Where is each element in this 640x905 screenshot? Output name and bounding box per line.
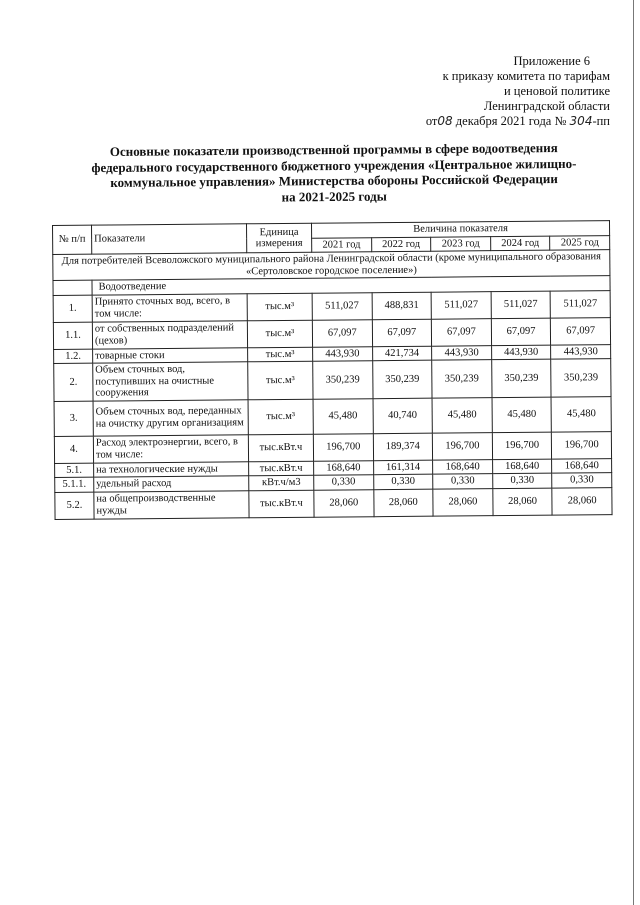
row-indicator: удельный расход: [94, 476, 249, 492]
row-unit: тыс.м³: [247, 293, 312, 321]
annex-order-prefix: от: [425, 114, 438, 128]
header-value-group: Величина показателя: [311, 221, 609, 238]
table-row: [54, 396, 611, 436]
row-value: 0,330: [433, 474, 493, 489]
header-year: 2022 год: [371, 237, 431, 252]
row-value: 168,640: [492, 459, 552, 474]
row-value: 0,330: [552, 473, 612, 488]
row-value: 67,097: [551, 317, 611, 345]
row-unit: тыс.кВт.ч: [249, 490, 314, 518]
row-unit: тыс.м³: [248, 399, 313, 435]
row-value: 28,060: [373, 489, 433, 517]
header-num: № п/п: [53, 225, 92, 254]
indicators-table: [52, 220, 613, 519]
row-value: 67,097: [491, 318, 551, 346]
row-value: 350,239: [491, 359, 551, 397]
row-value: 443,930: [491, 345, 551, 360]
row-value: 196,700: [492, 432, 552, 460]
table-row: [54, 359, 611, 401]
annex-order-middle: декабря 2021 года №: [455, 114, 567, 128]
row-value: 443,930: [551, 344, 611, 359]
title-line-3: коммунальное управления» Министерства обороны Российской Федерации: [110, 171, 558, 190]
row-number: 3.: [54, 401, 93, 436]
row-value: 168,640: [433, 459, 493, 474]
row-value: 45,480: [492, 397, 552, 433]
row-number: 2.: [54, 363, 93, 401]
row-unit: кВт.ч/м3: [249, 475, 314, 490]
row-value: 67,097: [432, 318, 492, 346]
consumer-group-label: Для потребителей Всеволожского муниципального района Ленинградской области (кроме муниципального образования «Сертоловское городское поселение»): [53, 250, 610, 281]
title-line-1: Основные показатели производственной программы в сфере водоотведения: [109, 140, 558, 159]
annex-title: Приложение 6: [513, 54, 590, 68]
row-value: 28,060: [433, 488, 493, 516]
row-value: 67,097: [312, 319, 372, 347]
annex-order-number: 304: [569, 114, 593, 128]
row-unit: тыс.м³: [248, 361, 313, 399]
header-year: 2023 год: [431, 236, 491, 251]
row-value: 196,700: [552, 431, 612, 459]
row-number: 5.2.: [55, 492, 94, 519]
row-value: 189,374: [373, 433, 433, 461]
row-unit: тыс.м³: [248, 347, 313, 362]
row-value: 511,027: [312, 292, 372, 320]
row-value: 196,700: [433, 432, 493, 460]
row-indicator: Принято сточных вод, всего, в том числе:: [92, 293, 247, 321]
header-year: 2021 год: [312, 237, 372, 252]
row-value: 350,239: [551, 359, 611, 397]
annex-line-3: и ценовой политике: [503, 84, 610, 98]
header-year: 2024 год: [490, 236, 550, 251]
row-unit: тыс.кВт.ч: [249, 461, 314, 476]
indicators-table-wrap: [52, 220, 613, 519]
row-value: 28,060: [493, 488, 553, 516]
row-indicator: Расход электроэнергии, всего, в том числе:: [93, 434, 248, 462]
annex-header: [350, 54, 610, 129]
row-value: 0,330: [492, 473, 552, 488]
row-value: 350,239: [372, 360, 432, 398]
annex-line-4: Ленинградской области: [483, 99, 610, 113]
row-value: 0,330: [314, 475, 374, 490]
header-indicator: Показатели: [92, 224, 247, 254]
annex-line-2: к приказу комитета по тарифам: [442, 69, 610, 83]
row-value: 421,734: [372, 346, 432, 361]
row-value: 28,060: [552, 487, 612, 515]
row-value: 443,930: [313, 346, 373, 361]
row-value: 0,330: [373, 474, 433, 489]
row-unit: тыс.м³: [247, 320, 312, 348]
row-number: 1.1.: [53, 322, 92, 349]
row-value: 443,930: [432, 345, 492, 360]
table-row: [55, 487, 612, 519]
row-indicator: Объем сточных вод, поступивших на очистные сооружения: [93, 362, 248, 401]
row-number: 1.: [53, 295, 92, 322]
section-label: Водоотведение: [92, 276, 610, 295]
row-unit: тыс.кВт.ч: [248, 434, 313, 462]
title-line-4: на 2021-2025 годы: [281, 188, 387, 204]
row-value: 40,740: [373, 398, 433, 434]
row-indicator: Объем сточных вод, переданных на очистку другим организациям: [93, 399, 248, 435]
row-indicator: товарные стоки: [93, 347, 248, 363]
row-number: 1.2.: [54, 349, 93, 364]
row-value: 511,027: [491, 291, 551, 319]
row-indicator: на технологические нужды: [94, 461, 249, 477]
row-value: 28,060: [314, 489, 374, 517]
row-value: 45,480: [432, 397, 492, 433]
row-number: 5.1.1.: [55, 477, 94, 492]
row-value: 67,097: [372, 319, 432, 347]
row-indicator: от собственных подразделений (цехов): [92, 320, 247, 348]
row-number: 5.1.: [55, 463, 94, 478]
annex-order-day: 08: [437, 114, 453, 128]
row-value: 350,239: [313, 361, 373, 399]
row-value: 168,640: [552, 458, 612, 473]
header-unit: Единица измерения: [246, 223, 311, 253]
row-value: 511,027: [431, 291, 491, 319]
row-value: 161,314: [373, 460, 433, 475]
row-value: 168,640: [314, 460, 374, 475]
row-value: 488,831: [372, 292, 432, 320]
annex-order-suffix: -пп: [592, 114, 610, 128]
row-number: 4.: [54, 436, 93, 463]
row-indicator: на общепроизводственные нужды: [94, 490, 249, 518]
header-year: 2025 год: [550, 235, 610, 250]
title-line-2: федерального государственного бюджетного учреждения «Центральное жилищно-: [91, 155, 577, 175]
annex-order-line: [350, 114, 610, 129]
row-value: 45,480: [313, 398, 373, 434]
row-value: 511,027: [550, 290, 610, 318]
section-num-cell: [53, 280, 92, 295]
page-edge-line: [633, 0, 634, 905]
row-value: 350,239: [432, 360, 492, 398]
document-title: [64, 140, 605, 207]
row-value: 45,480: [551, 396, 611, 432]
row-value: 196,700: [313, 433, 373, 461]
